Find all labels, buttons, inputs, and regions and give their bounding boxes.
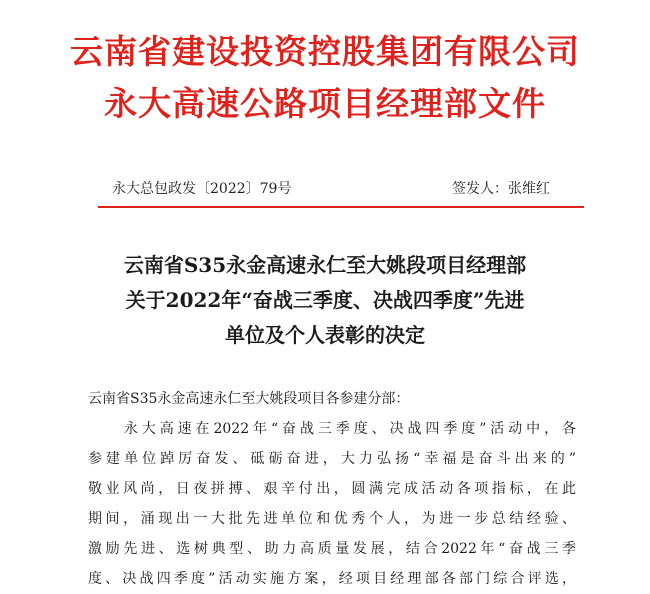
body-line: 期间，涌现出一大批先进单位和优秀个人，为进一步总结经验、 [88, 511, 576, 527]
document-reference-row [112, 178, 550, 198]
document-number: 永大总包政发〔2022〕79号 [112, 181, 292, 197]
body-line: 参建单位踔厉奋发、砥砺奋进，大力弘扬“幸福是奋斗出来的” [88, 451, 576, 467]
body-line: 激励先进、选树典型、助力高质量发展，结合2022年“奋战三季 [88, 541, 576, 557]
document-title-line-1: 云南省S35永金高速永仁至大姚段项目经理部 [123, 253, 527, 277]
document-title-line-3: 单位及个人表彰的决定 [225, 323, 425, 347]
letterhead-department-document: 永大高速公路项目经理部文件 [104, 84, 546, 123]
letterhead-company: 云南省建设投资控股集团有限公司 [70, 32, 580, 71]
red-divider [98, 206, 584, 208]
signer: 签发人：张维红 [452, 181, 550, 197]
addressee: 云南省S35永金高速永仁至大姚段项目各参建分部： [88, 391, 410, 407]
body-line: 度、决战四季度”活动实施方案，经项目经理部各部门综合评选， [88, 571, 576, 587]
body-line: 永大高速在2022年“奋战三季度、决战四季度”活动中，各 [88, 421, 576, 437]
document-title-line-2: 关于2022年“奋战三季度、决战四季度”先进 [125, 288, 525, 312]
body-line: 敬业风尚，日夜拼搏、艰辛付出，圆满完成活动各项指标，在此 [88, 481, 576, 497]
